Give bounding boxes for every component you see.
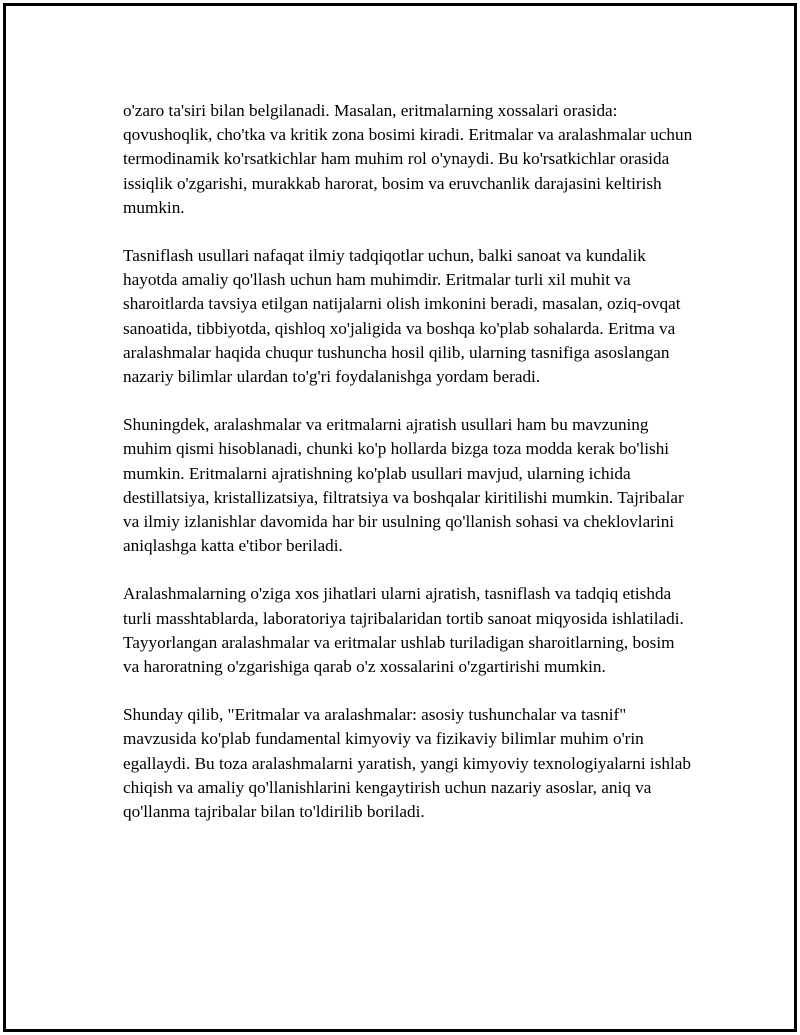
page-frame (3, 3, 797, 1032)
paragraph-3: Shuningdek, aralashmalar va eritmalarni ajratish usullari ham bu mavzuning muhim qismi hisoblanadi, chunki ko'p hollarda bizga toza modda kerak bo'lishi mumkin. Eritmalarni ajratishning ko'plab usullari mavjud, ularning ichida destillatsiya, kristallizatsiya, filtratsiya va boshqalar kiritilishi mumkin. Tajribalar va ilmiy izlanishlar davomida har bir usulning qo'llanish sohasi va cheklovlarini aniqlashga katta e'tibor beriladi. (123, 415, 684, 556)
paragraph-1: o'zaro ta'siri bilan belgilanadi. Masalan, eritmalarning xossalari orasida: qovushoqlik, cho'tka va kritik zona bosimi kiradi. Eritmalar va aralashmalar uchun termodinamik ko'rsatkichlar ham muhim rol o'ynaydi. Bu ko'rsatkichlar orasida issiqlik o'zgarishi, murakkab harorat, bosim va eruvchanlik darajasini keltirish mumkin. (123, 101, 693, 217)
paragraph-2: Tasniflash usullari nafaqat ilmiy tadqiqotlar uchun, balki sanoat va kundalik hayotda amaliy qo'llash uchun ham muhimdir. Eritmalar turli xil muhit va sharoitlarda tavsiya etilgan natijalarni olish imkonini beradi, masalan, oziq-ovqat sanoatida, tibbiyotda, qishloq xo'jaligida va boshqa ko'plab sohalarda. Eritma va aralashmalar haqida chuqur tushuncha hosil qilib, ularning tasnifiga asoslangan nazariy bilimlar ulardan to'g'ri foydalanishga yordam beradi. (123, 246, 681, 387)
paragraph-5: Shunday qilib, "Eritmalar va aralashmalar: asosiy tushunchalar va tasnif" mavzusida ko'plab fundamental kimyoviy va fizikaviy bilimlar muhim o'rin egallaydi. Bu toza aralashmalarni yaratish, yangi kimyoviy texnologiyalarni ishlab chiqish va amaliy qo'llanishlarini kengaytirish uchun nazariy asoslar, aniq va qo'llanma tajribalar bilan to'ldirilib boriladi. (123, 705, 691, 822)
paragraph-4: Aralashmalarning o'ziga xos jihatlari ularni ajratish, tasniflash va tadqiq etishda turli masshtablarda, laboratoriya tajribalaridan tortib sanoat miqyosida ishlatiladi. Tayyorlangan aralashmalar va eritmalar ushlab turiladigan sharoitlarning, bosim va haroratning o'zgarishiga qarab o'z xossalarini o'zgartirishi mumkin. (123, 584, 684, 677)
document-body (123, 99, 693, 848)
